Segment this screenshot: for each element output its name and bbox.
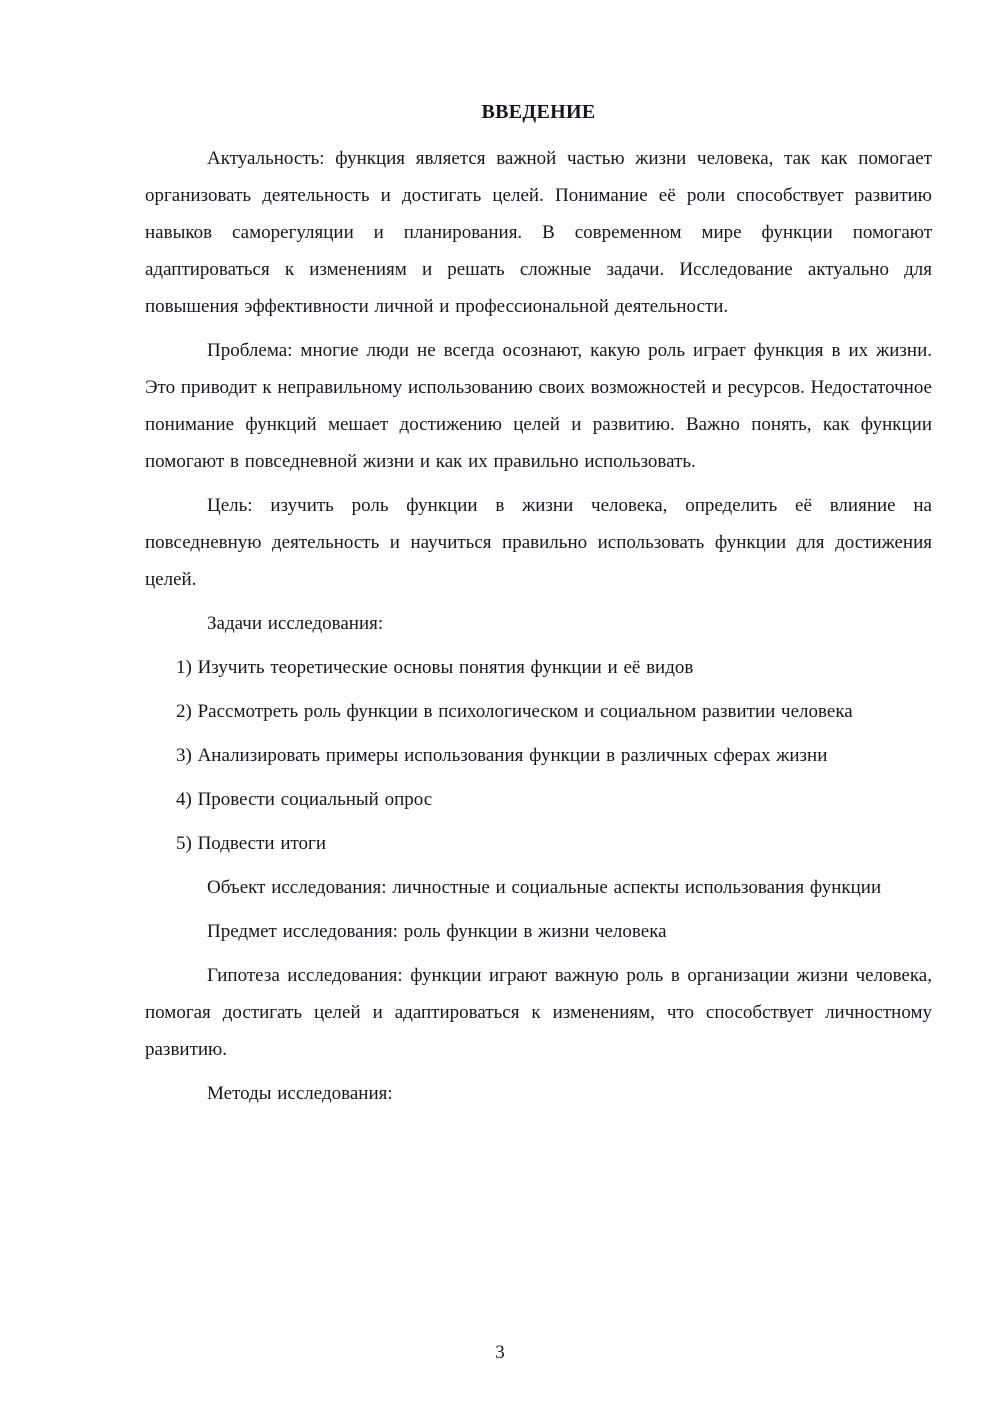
- document-content: [145, 94, 932, 1119]
- paragraph-object: Объект исследования: личностные и социальные аспекты использования функции: [207, 877, 882, 898]
- task-item-2: 2) Рассмотреть роль функции в психологическом и социальном развитии человека: [176, 701, 853, 722]
- page-number: 3: [495, 1342, 505, 1363]
- paragraph-methods-heading: Методы исследования:: [207, 1083, 393, 1104]
- paragraph-tasks-heading: Задачи исследования:: [207, 613, 384, 634]
- paragraph-actuality: Актуальность: функция является важной частью жизни человека, так как помогает организовать деятельность и достигать целей. Понимание её роли способствует развитию навыков саморегуляции и планирования. В современном мире функции помогают адаптироваться к изменениям и решать сложные задачи. Исследование актуально для повышения эффективности личной и профессиональной деятельности.: [145, 148, 932, 317]
- paragraph-subject: Предмет исследования: роль функции в жизни человека: [207, 921, 667, 942]
- paragraph-hypothesis: Гипотеза исследования: функции играют важную роль в организации жизни человека, помогая достигать целей и адаптироваться к изменениям, что способствует личностному развитию.: [145, 965, 932, 1060]
- task-item-1: 1) Изучить теоретические основы понятия функции и её видов: [176, 657, 694, 678]
- paragraph-problem: Проблема: многие люди не всегда осознают, какую роль играет функция в их жизни. Это приводит к неправильному использованию своих возможностей и ресурсов. Недостаточное понимание функций мешает достижению целей и развитию. Важно понять, как функции помогают в повседневной жизни и как их правильно использовать.: [145, 340, 932, 472]
- paragraph-goal: Цель: изучить роль функции в жизни человека, определить её влияние на повседневную деятельность и научиться правильно использовать функции для достижения целей.: [145, 495, 932, 590]
- task-item-4: 4) Провести социальный опрос: [176, 789, 433, 810]
- task-item-5: 5) Подвести итоги: [176, 833, 327, 854]
- task-item-3: 3) Анализировать примеры использования функции в различных сферах жизни: [176, 745, 828, 766]
- section-title: ВВЕДЕНИЕ: [481, 101, 596, 123]
